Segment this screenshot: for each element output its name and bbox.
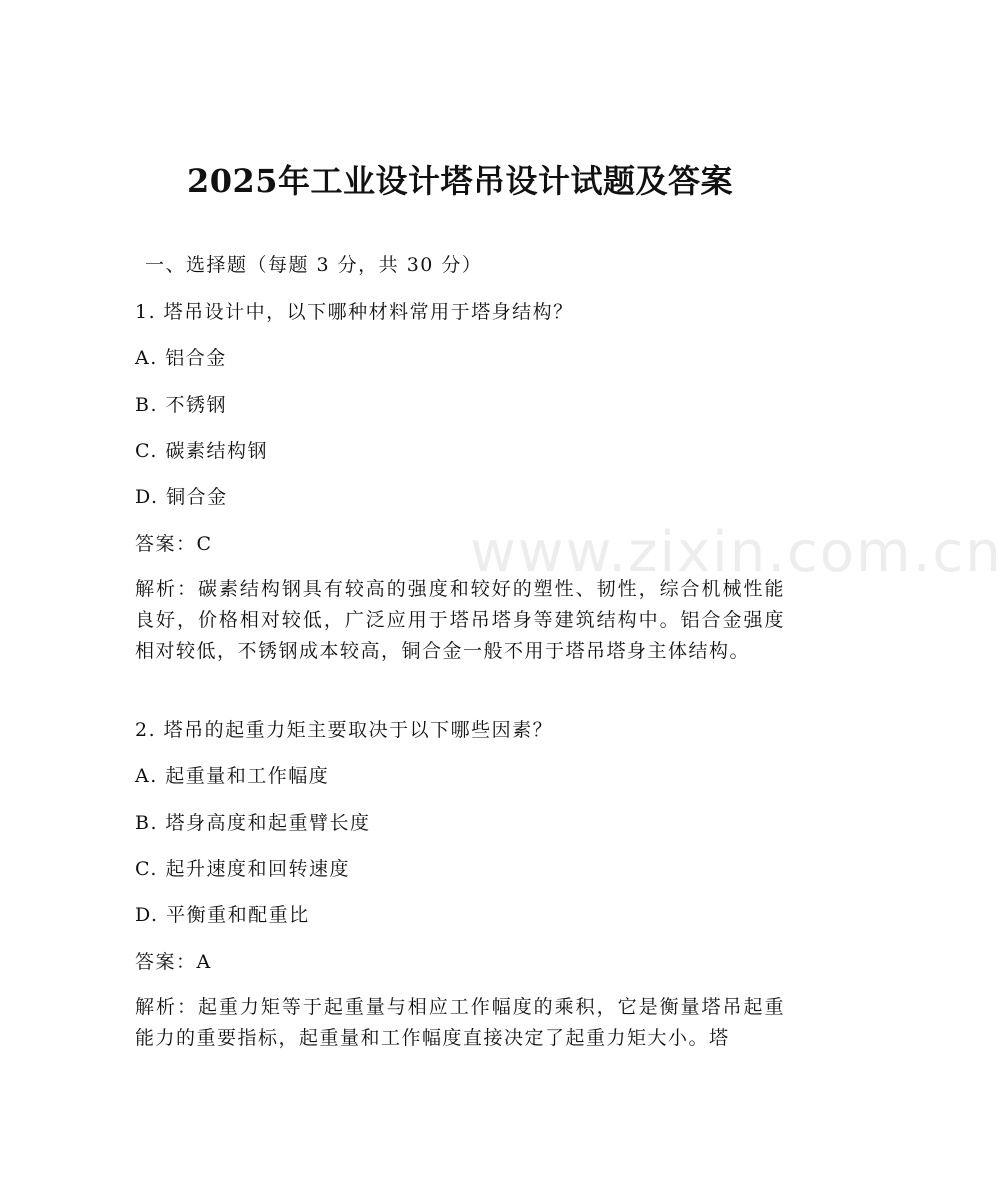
q2-option-d: D. 平衡重和配重比	[135, 904, 310, 926]
q1-option-c: C. 碳素结构钢	[135, 440, 268, 462]
q1-answer: 答案：C	[135, 533, 213, 555]
question-2: 2. 塔吊的起重力矩主要取决于以下哪些因素？	[135, 719, 554, 741]
q2-answer: 答案：A	[135, 951, 212, 973]
q2-explanation: 解析：起重力矩等于起重量与相应工作幅度的乘积，它是衡量塔吊起重能力的重要指标，起重量和工作幅度直接决定了起重力矩大小。塔	[135, 996, 785, 1049]
section-heading: 一、选择题（每题 3 分，共 30 分）	[145, 254, 483, 276]
question-1: 1. 塔吊设计中，以下哪种材料常用于塔身结构？	[135, 301, 574, 323]
q1-explanation: 解析：碳素结构钢具有较高的强度和较好的塑性、韧性，综合机械性能良好，价格相对较低，广泛应用于塔吊塔身等建筑结构中。铝合金强度相对较低，不锈钢成本较高，铜合金一般不用于塔吊塔身主体结构。	[135, 578, 785, 662]
page-title: 2025年工业设计塔吊设计试题及答案	[186, 162, 734, 200]
q2-option-c: C. 起升速度和回转速度	[135, 858, 350, 880]
q1-option-d: D. 铜合金	[135, 486, 228, 508]
q2-option-a: A. 起重量和工作幅度	[135, 765, 330, 787]
q1-option-a: A. 铝合金	[135, 347, 227, 369]
watermark: www.zixin.com.cn	[470, 520, 1003, 585]
q2-option-b: B. 塔身高度和起重臂长度	[135, 812, 371, 834]
q1-option-b: B. 不锈钢	[135, 394, 228, 416]
